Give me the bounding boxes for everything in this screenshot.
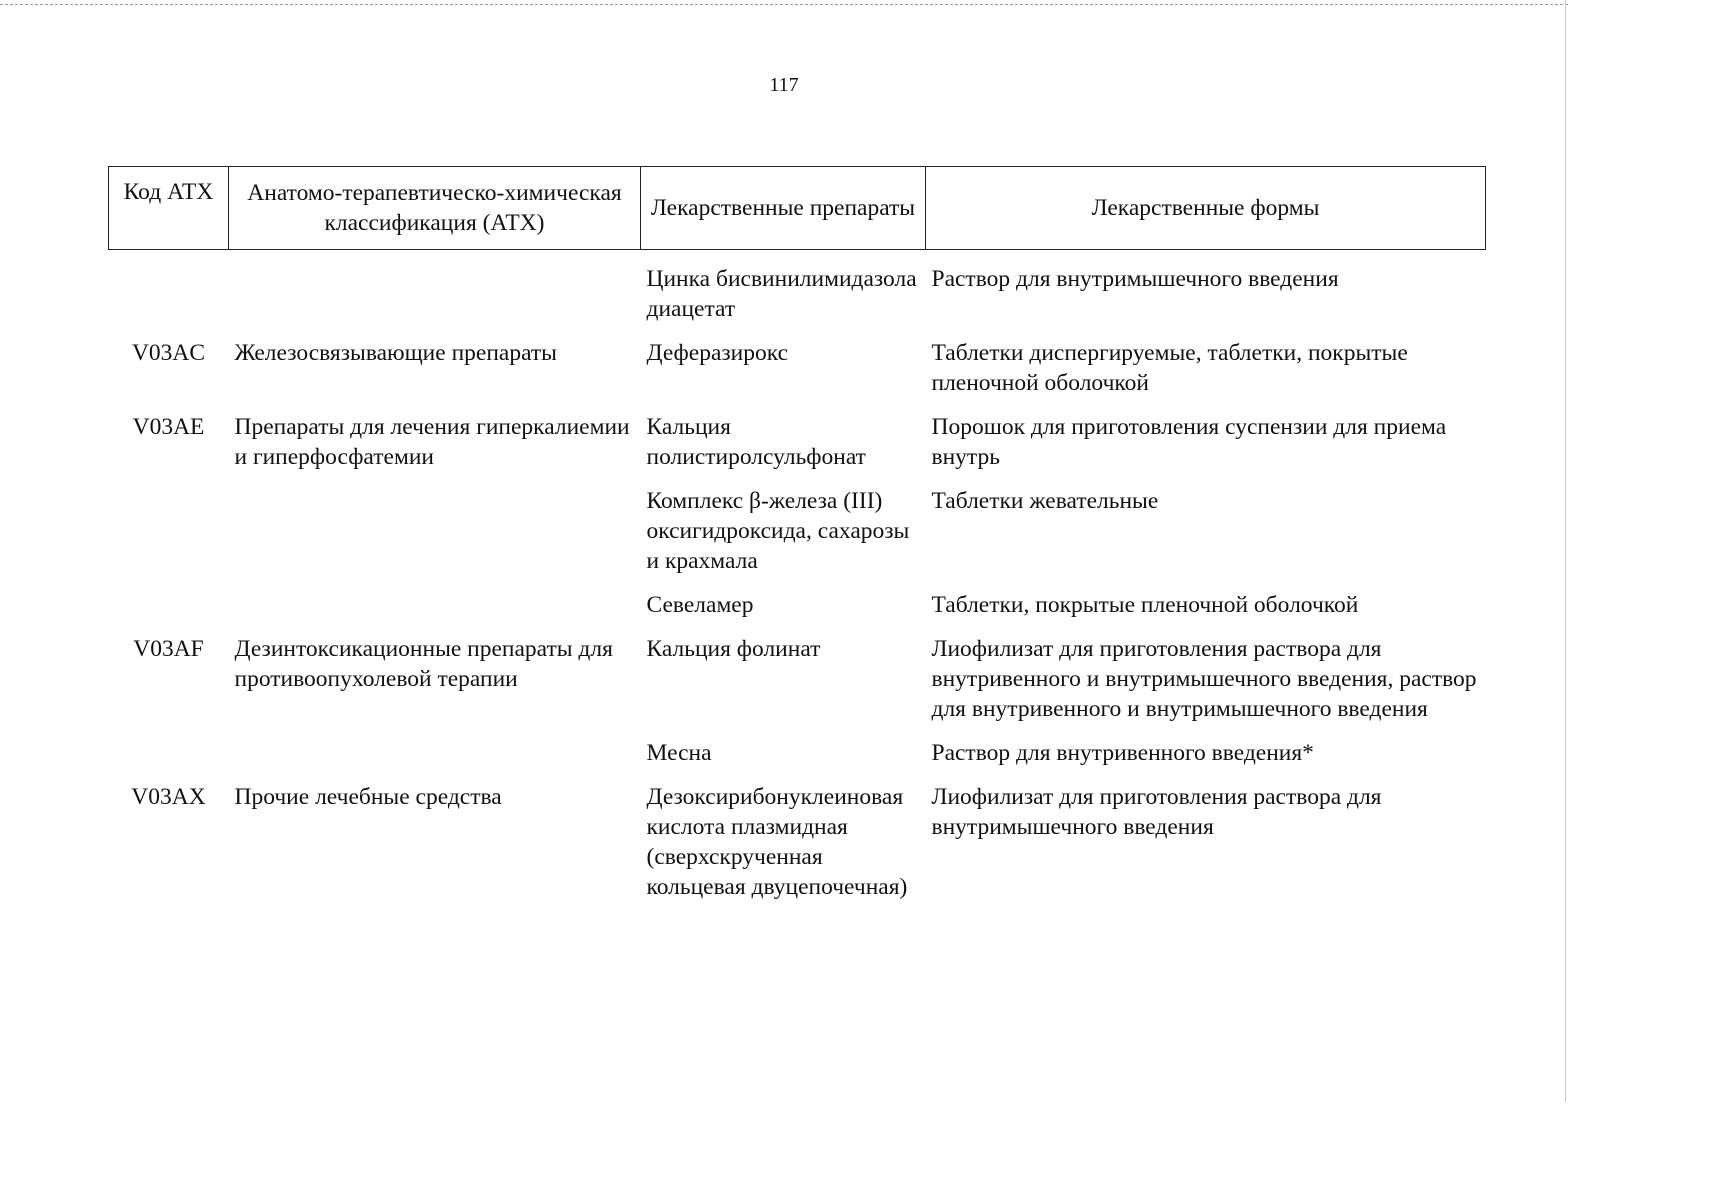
table-row [109,324,1486,398]
cell-forms: Раствор для внутривенного введения* [931,740,1314,766]
atx-table [108,166,1486,902]
table-row [109,250,1486,325]
cell-code [109,724,229,768]
cell-classification [229,472,641,576]
header-classification: Анатомо-терапевтическо-химическая классификация (АТХ) [229,167,641,250]
cell-forms: Раствор для внутримышечного введения [931,266,1339,292]
scan-edge-top [0,4,1568,5]
table-row [109,576,1486,620]
cell-drug: Кальция полистиролсульфонат [646,414,866,470]
cell-forms: Таблетки жевательные [931,488,1159,514]
cell-code: V03AC [131,340,206,366]
cell-classification [229,576,641,620]
table-row [109,472,1486,576]
page-number: 117 [769,74,799,96]
cell-code: V03AE [132,414,205,440]
cell-forms: Порошок для приготовления суспензии для приема внутрь [931,414,1447,470]
cell-drug: Комплекс β-железа (III) оксигидроксида, сахарозы и крахмала [646,488,910,574]
table-body [109,250,1486,903]
cell-code: V03AF [133,636,204,662]
cell-code [109,576,229,620]
cell-classification [229,250,641,325]
table-row [109,620,1486,724]
cell-drug: Месна [646,740,712,766]
cell-forms: Таблетки, покрытые пленочной оболочкой [931,592,1359,618]
cell-code [109,250,229,325]
cell-code [109,472,229,576]
cell-classification: Препараты для лечения гиперкалиемии и гиперфосфатемии [234,414,630,470]
cell-forms: Таблетки диспергируемые, таблетки, покрытые пленочной оболочкой [931,340,1408,396]
scan-edge-right [1565,0,1566,1102]
header-forms: Лекарственные формы [926,167,1486,250]
table-header [109,167,1486,250]
cell-forms: Лиофилизат для приготовления раствора для внутривенного и внутримышечного введения, раствор для внутривенного и внутримышечного введения [931,636,1477,722]
cell-classification [229,724,641,768]
cell-code: V03AX [131,784,206,810]
table-row [109,398,1486,472]
header-row [109,167,1486,250]
table-row [109,724,1486,768]
header-drugs: Лекарственные препараты [641,167,926,250]
cell-drug: Цинка бисвинилимидазола диацетат [646,266,917,322]
cell-classification: Железосвязывающие препараты [234,340,557,366]
cell-classification: Дезинтоксикационные препараты для противоопухолевой терапии [234,636,613,692]
cell-drug: Деферазирокс [646,340,788,366]
cell-forms: Лиофилизат для приготовления раствора для внутримышечного введения [931,784,1382,840]
cell-drug: Севеламер [646,592,754,618]
cell-drug: Дезоксирибонуклеиновая кислота плазмидная (сверхскрученная кольцевая двуцепочечная) [646,784,908,900]
header-code: Код АТХ [109,167,229,250]
table-row [109,768,1486,902]
cell-classification: Прочие лечебные средства [234,784,502,810]
cell-drug: Кальция фолинат [646,636,821,662]
